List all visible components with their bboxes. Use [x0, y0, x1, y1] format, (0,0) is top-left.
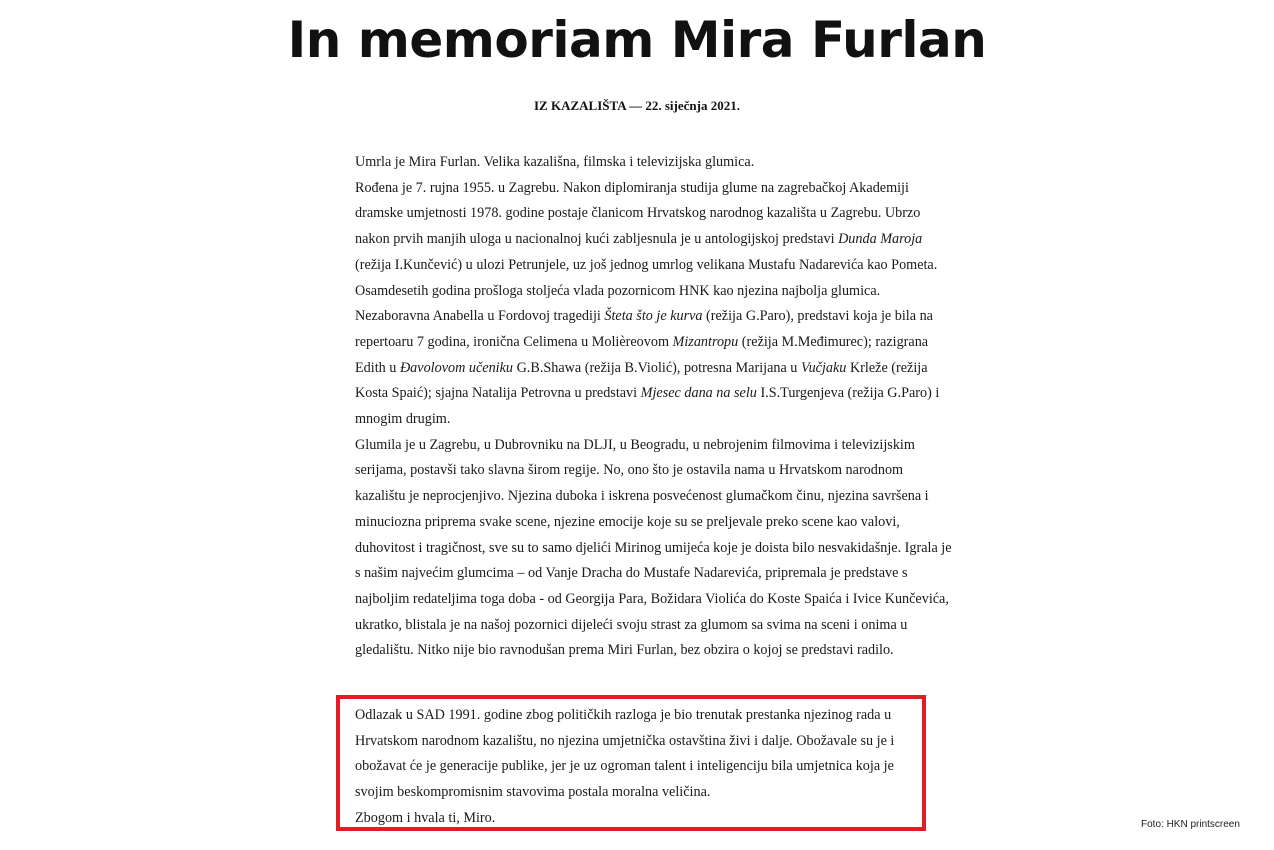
play-title: Dunda Maroja	[838, 231, 923, 248]
highlighted-paragraph	[355, 703, 921, 832]
text-run: (režija M.Međimurec); razigrana Edith u	[355, 333, 929, 376]
paragraph-biography	[355, 176, 955, 433]
photo-credit: Foto: HKN printscreen	[1141, 819, 1240, 830]
play-title: Mjesec dana na selu	[640, 385, 757, 402]
text-run: I.S.Turgenjeva (režija G.Paro) i mnogim drugim.	[355, 385, 940, 428]
article-body	[355, 150, 955, 664]
text-run: Rođena je 7. rujna 1955. u Zagrebu. Nakon diplomiranja studija glume na zagrebačkoj Akademiji dramske umjetnosti 1978. godine postaje članicom Hrvatskog narodnog kazališta u Zagrebu. Ubrzo nakon prvih manjih uloga u nacionalnoj kući zabljesnula je u antologijskoj predstavi	[355, 179, 921, 248]
paragraph-departure: Odlazak u SAD 1991. godine zbog političkih razloga je bio trenutak prestanka njezinog rada u Hrvatskom narodnom kazalištu, no njezina umjetnička ostavština živi i dalje. Obožavale su je i obožavat će je generacije publike, jer je uz ogroman talent i inteligenciju bila umjetnica koja je svojim beskompromisnim stavovima postala moralna veličina.	[355, 707, 895, 801]
paragraph-career: Glumila je u Zagrebu, u Dubrovniku na DLJI, u Beogradu, u nebrojenim filmovima i televizijskim serijama, postavši tako slavna širom regije. No, ono što je ostavila nama u Hrvatskom narodnom kazalištu je neprocjenjivo. Njezina duboka i iskrena posvećenost glumačkom činu, njezina savršena i minuciozna priprema svake scene, njezine emocije koje su se preljevale preko scene kao valovi, duhovitost i tragičnost, sve su to samo djelići Mirinog umijeća koje je doista bilo nesvakidašnje. Igrala je s našim najvećim glumcima – od Vanje Dracha do Mustafe Nadarevića, pripremala je predstave s najboljim redateljima toga doba - od Georgija Para, Božidara Violića do Koste Spaića i Ivice Kunčevića, ukratko, blistala je na našoj pozornici dijeleći svoju strast za glumom sa svima na sceni i onima u gledalištu. Nitko nije bio ravnodušan prema Miri Furlan, bez obzira o kojoj se predstavi radilo.	[355, 436, 952, 659]
play-title: Vučjaku	[800, 359, 847, 376]
paragraph-intro: Umrla je Mira Furlan. Velika kazališna, filmska i televizijska glumica.	[355, 154, 755, 170]
text-run: (režija G.Paro), predstavi koja je bila na repertoaru 7 godina, ironična Celimena u Molièreovom	[355, 308, 933, 350]
text-run: G.B.Shawa (režija B.Violić), potresna Marijana u	[513, 359, 801, 376]
play-title: Mizantropu	[672, 333, 739, 350]
article-meta: IZ KAZALIŠTA — 22. siječnja 2021.	[534, 98, 740, 113]
text-run: (režija I.Kunčević) u ulozi Petrunjele, uz još jednog umrlog velikana Mustafu Nadarevića kao Pometa. Osamdesetih godina prošloga stoljeća vlada pozornicom HNK kao njezina najbolja glumica. Nezaboravna Anabella u Fordovoj tragediji	[355, 256, 938, 325]
article-title: In memoriam Mira Furlan	[287, 11, 987, 69]
play-title: Đavolovom učeniku	[399, 359, 514, 376]
text-run: Krleže (režija Kosta Spaić); sjajna Natalija Petrovna u predstavi	[355, 359, 928, 402]
paragraph-farewell: Zbogom i hvala ti, Miro.	[355, 809, 496, 826]
play-title: Šteta što je kurva	[604, 308, 703, 325]
